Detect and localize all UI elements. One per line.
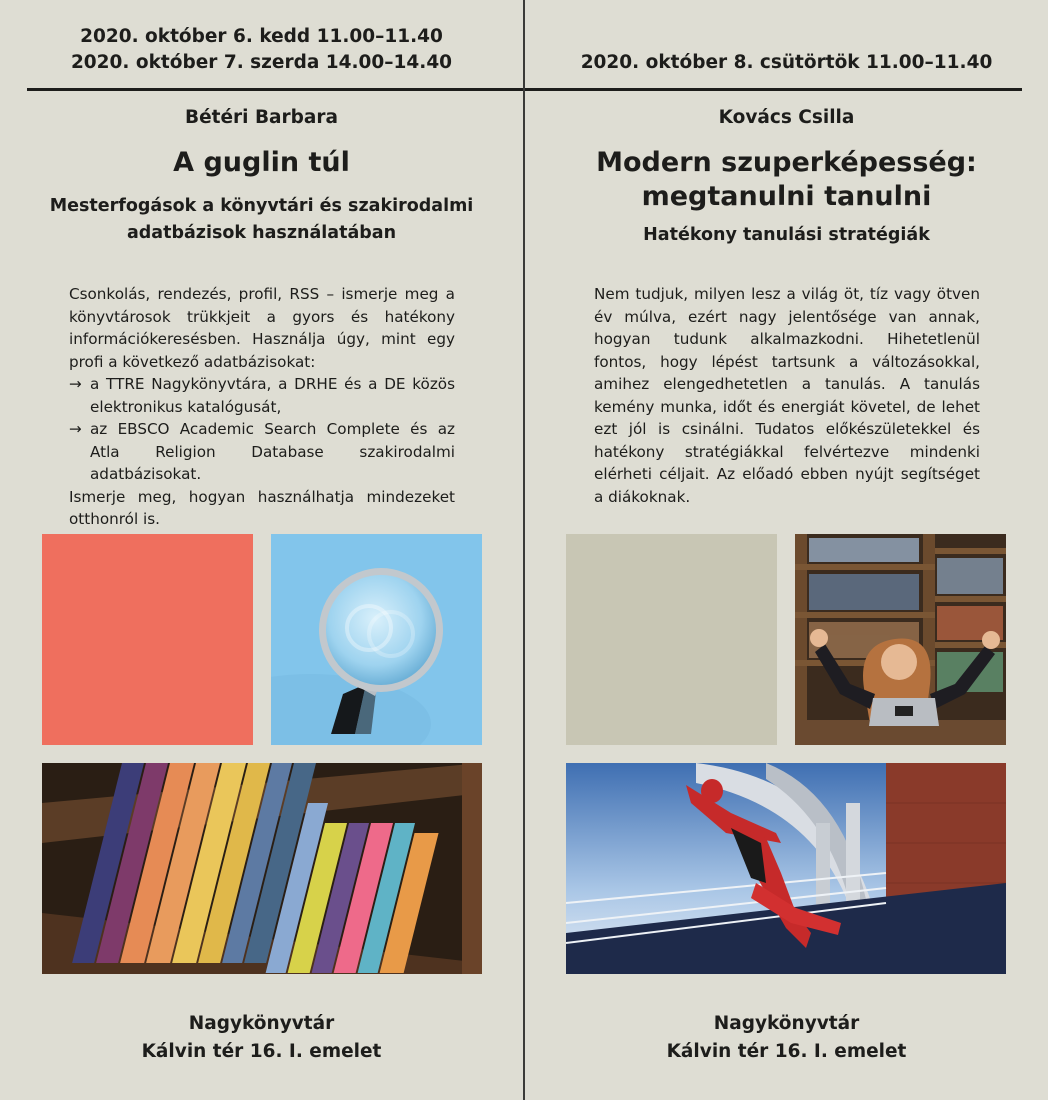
list-item: → az EBSCO Academic Search Complete és az Atla Religion Database szakirodalmi adatbázisokat. xyxy=(69,418,455,486)
right-dates xyxy=(525,50,1048,76)
left-body xyxy=(69,283,455,531)
arrow-icon: → xyxy=(69,375,82,393)
right-subtitle: Hatékony tanulási stratégiák xyxy=(643,225,930,245)
bookshelf-image xyxy=(42,763,482,974)
right-footer-line-2: Kálvin tér 16. I. emelet xyxy=(666,1041,907,1062)
student-laptop-image xyxy=(795,534,1006,745)
left-footer-line-1: Nagykönyvtár xyxy=(188,1013,335,1034)
person-icon xyxy=(795,534,1006,745)
left-intro: Csonkolás, rendezés, profil, RSS – ismerje meg a könyvtárosok trükkjeit a gyors és hatékony információkeresésben. Használja úgy, mint egy profi a következő adatbázisokat: xyxy=(69,285,455,371)
left-subtitle-line-1: Mesterfogások a könyvtári és szakirodalmi xyxy=(49,196,474,216)
sage-color-block xyxy=(566,534,777,745)
superhero-icon xyxy=(566,763,1006,974)
left-subtitle xyxy=(0,193,523,247)
left-date-1: 2020. október 6. kedd 11.00–11.40 xyxy=(80,26,443,47)
right-title-line-2: megtanulni tanulni xyxy=(641,181,932,212)
arrow-icon: → xyxy=(69,420,82,438)
magnifying-glass-icon xyxy=(271,534,482,745)
left-column xyxy=(0,0,523,1100)
right-body-text: Nem tudjuk, milyen lesz a világ öt, tíz vagy ötven év múlva, ezért nagy jelentősége van annak, hogyan tudunk alkalmazkodni. Hihetetlenül fontos, hogy lépést tartsunk a változásokkal, amihez elengedhetetlen a tanulás. A tanulás kemény munka, időt és energiát követel, de lehet ezt jól is csinálni. Tudatos előkészületekkel és hatékony stratégiákkal felvértezve mindenki elérheti céljait. Az előadó ebben nyújt segítséget a diákoknak. xyxy=(594,285,980,506)
right-title xyxy=(525,146,1048,214)
list-item: → a TTRE Nagykönyvtára, a DRHE és a DE közös elektronikus katalógusát, xyxy=(69,373,455,418)
left-subtitle-line-2: adatbázisok használatában xyxy=(126,223,397,243)
book-icon xyxy=(42,763,482,974)
left-dates xyxy=(0,24,523,76)
coral-color-block xyxy=(42,534,253,745)
right-title-line-1: Modern szuperképesség: xyxy=(596,147,977,178)
right-body xyxy=(594,283,980,508)
right-column xyxy=(525,0,1048,1100)
right-date-1: 2020. október 8. csütörtök 11.00–11.40 xyxy=(580,52,993,73)
right-speaker: Kovács Csilla xyxy=(718,107,855,128)
right-footer xyxy=(525,1010,1048,1066)
left-date-2: 2020. október 7. szerda 14.00–14.40 xyxy=(70,52,453,73)
left-footer xyxy=(0,1010,523,1066)
magnifying-glass-image xyxy=(271,534,482,745)
left-footer-line-2: Kálvin tér 16. I. emelet xyxy=(141,1041,382,1062)
left-speaker: Bétéri Barbara xyxy=(185,107,338,128)
left-title: A guglin túl xyxy=(173,147,350,178)
left-outro: Ismerje meg, hogyan használhatja mindezeket otthonról is. xyxy=(69,487,455,528)
flying-hero-image xyxy=(566,763,1006,974)
right-footer-line-1: Nagykönyvtár xyxy=(713,1013,860,1034)
